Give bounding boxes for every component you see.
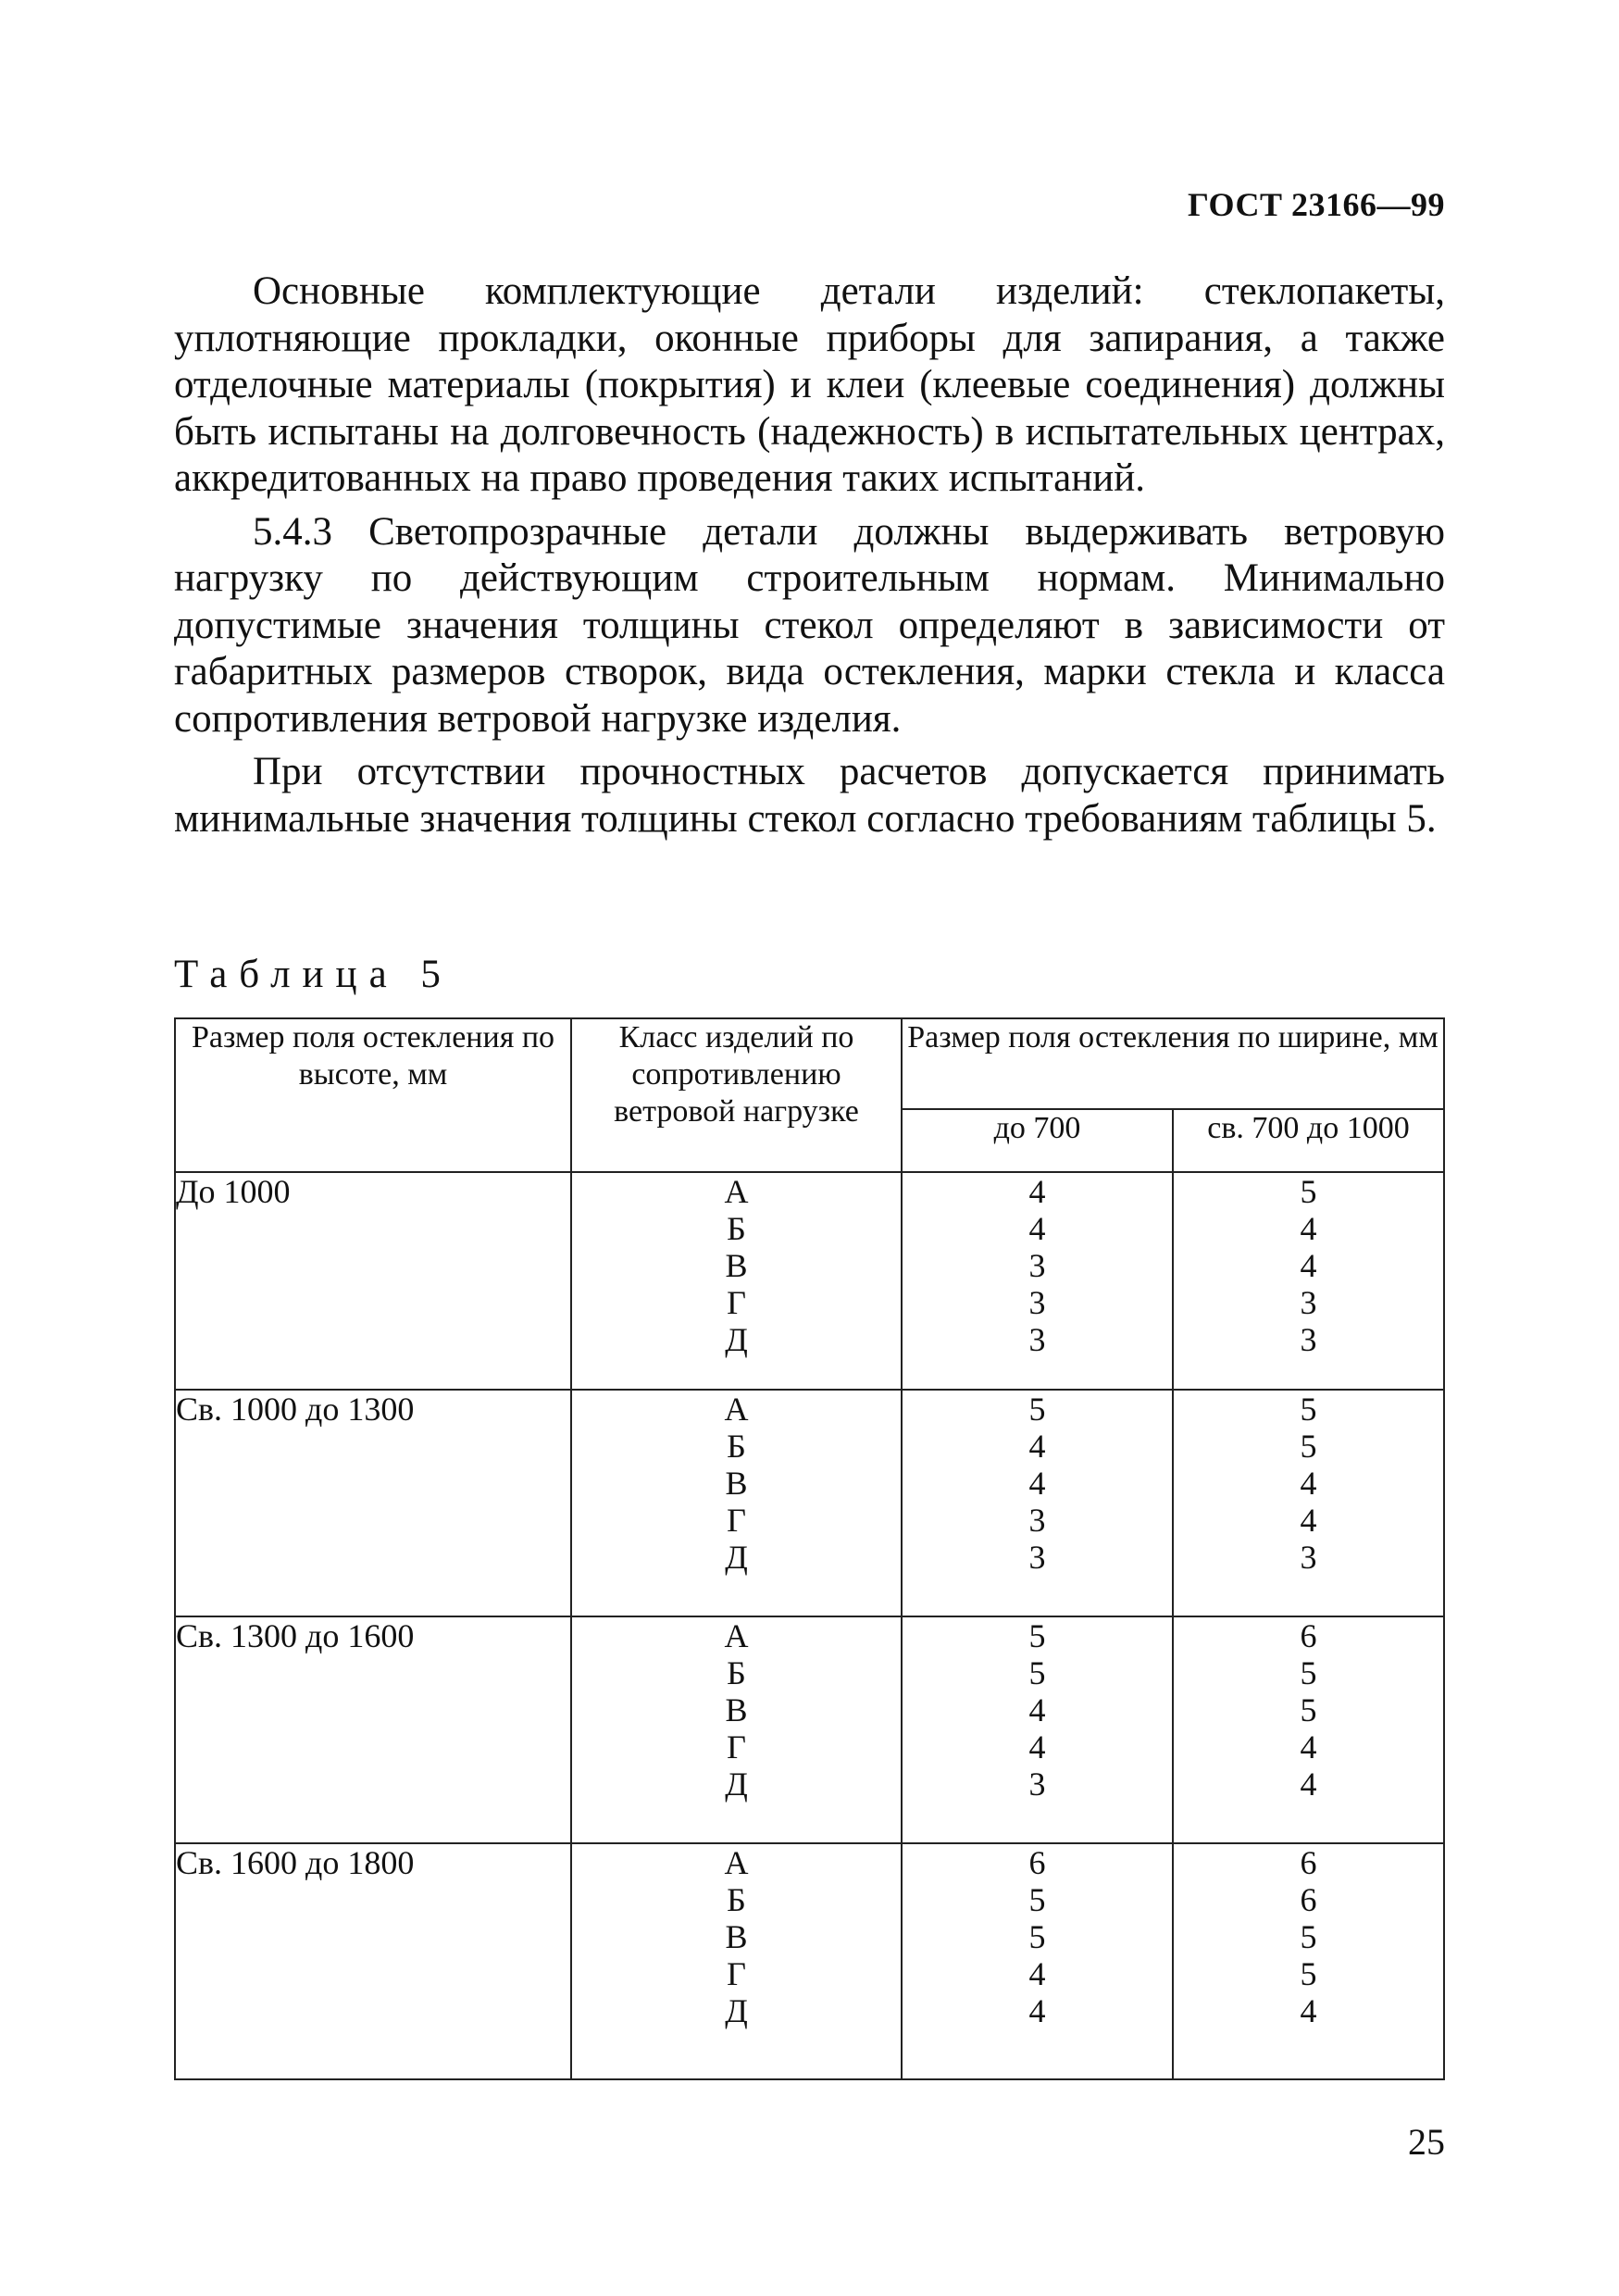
thickness-value: 4 <box>1028 1465 1046 1502</box>
class-value: Б <box>727 1210 746 1247</box>
height-range-cell: Св. 1000 до 1300 <box>175 1390 571 1616</box>
width-1000-cell <box>1173 1390 1444 1616</box>
class-value: В <box>725 1918 748 1955</box>
thickness-value: 4 <box>1300 1992 1317 2029</box>
thickness-value: 6 <box>1300 1881 1317 1918</box>
class-value: Г <box>727 1284 746 1321</box>
thickness-value: 5 <box>1300 1173 1317 1210</box>
header-width: Размер поля остекления по ширине, мм <box>902 1018 1444 1109</box>
class-value: Г <box>727 1728 746 1766</box>
height-range-cell: До 1000 <box>175 1172 571 1390</box>
thickness-value: 3 <box>1028 1502 1046 1539</box>
document-header: ГОСТ 23166—99 <box>1188 186 1445 223</box>
thickness-value: 5 <box>1028 1391 1046 1428</box>
thickness-value: 4 <box>1300 1210 1317 1247</box>
height-range-cell: Св. 1600 до 1800 <box>175 1843 571 2079</box>
thickness-value: 5 <box>1300 1955 1317 1992</box>
thickness-value: 4 <box>1028 1992 1046 2029</box>
width-1000-cell <box>1173 1172 1444 1390</box>
class-value: Д <box>725 1766 748 1803</box>
thickness-value: 6 <box>1300 1844 1317 1881</box>
width-1000-cell <box>1173 1843 1444 2079</box>
thickness-value: 4 <box>1028 1210 1046 1247</box>
thickness-value: 3 <box>1028 1321 1046 1358</box>
page-number: 25 <box>1408 2121 1445 2163</box>
class-value: А <box>724 1617 749 1654</box>
thickness-value: 5 <box>1028 1654 1046 1691</box>
table-row <box>175 1172 1444 1390</box>
class-value: Б <box>727 1428 746 1465</box>
thickness-value: 3 <box>1300 1321 1317 1358</box>
thickness-value: 5 <box>1028 1918 1046 1955</box>
paragraph: Основные комплектующие детали изделий: стеклопакеты, уплотняющие прокладки, оконные приборы для запирания, а также отделочные материалы (покрытия) и клеи (клеевые соединения) должны быть испытаны на долговечность (надежность) в испытательных центрах, аккредитованных на право проведения таких испытаний. <box>174 269 1445 500</box>
class-value: А <box>724 1391 749 1428</box>
thickness-value: 5 <box>1300 1918 1317 1955</box>
body-text <box>174 268 1445 842</box>
class-value: В <box>725 1247 748 1284</box>
thickness-value: 4 <box>1028 1173 1046 1210</box>
header-width-700: до 700 <box>902 1109 1173 1172</box>
thickness-value: 4 <box>1028 1728 1046 1766</box>
header-height: Размер поля остекления по высоте, мм <box>175 1018 571 1172</box>
class-cell <box>571 1390 902 1616</box>
thickness-value: 4 <box>1028 1955 1046 1992</box>
class-value: А <box>724 1173 749 1210</box>
table-row <box>175 1616 1444 1843</box>
paragraph: При отсутствии прочностных расчетов допускается принимать минимальные значения толщины стекол согласно требованиям таблицы 5. <box>174 750 1445 841</box>
class-value: Б <box>727 1881 746 1918</box>
thickness-value: 4 <box>1300 1465 1317 1502</box>
thickness-value: 3 <box>1028 1247 1046 1284</box>
thickness-value: 4 <box>1300 1766 1317 1803</box>
thickness-value: 5 <box>1300 1391 1317 1428</box>
thickness-value: 3 <box>1028 1539 1046 1576</box>
thickness-value: 4 <box>1028 1691 1046 1728</box>
table-caption: Таблица 5 <box>174 953 453 996</box>
height-range-cell: Св. 1300 до 1600 <box>175 1616 571 1843</box>
thickness-value: 5 <box>1300 1654 1317 1691</box>
thickness-value: 5 <box>1300 1691 1317 1728</box>
table-row <box>175 1843 1444 2079</box>
width-700-cell <box>902 1390 1173 1616</box>
thickness-value: 5 <box>1028 1617 1046 1654</box>
class-value: Д <box>725 1321 748 1358</box>
class-value: В <box>725 1465 748 1502</box>
width-700-cell <box>902 1172 1173 1390</box>
glass-thickness-table <box>174 1017 1445 2080</box>
class-value: Б <box>727 1654 746 1691</box>
thickness-value: 6 <box>1300 1617 1317 1654</box>
class-value: Г <box>727 1955 746 1992</box>
thickness-value: 4 <box>1028 1428 1046 1465</box>
thickness-value: 6 <box>1028 1844 1046 1881</box>
thickness-value: 4 <box>1300 1728 1317 1766</box>
width-700-cell <box>902 1616 1173 1843</box>
class-cell <box>571 1616 902 1843</box>
class-cell <box>571 1172 902 1390</box>
class-cell <box>571 1843 902 2079</box>
header-class: Класс изделий по сопротивлению ветровой нагрузке <box>571 1018 902 1172</box>
width-1000-cell <box>1173 1616 1444 1843</box>
thickness-value: 3 <box>1300 1284 1317 1321</box>
thickness-value: 3 <box>1300 1539 1317 1576</box>
class-value: Д <box>725 1992 748 2029</box>
width-700-cell <box>902 1843 1173 2079</box>
thickness-value: 4 <box>1300 1247 1317 1284</box>
class-value: Д <box>725 1539 748 1576</box>
thickness-value: 3 <box>1028 1766 1046 1803</box>
class-value: А <box>724 1844 749 1881</box>
class-value: В <box>725 1691 748 1728</box>
thickness-value: 5 <box>1300 1428 1317 1465</box>
thickness-value: 5 <box>1028 1881 1046 1918</box>
paragraph: 5.4.3 Светопрозрачные детали должны выдерживать ветровую нагрузку по действующим строительным нормам. Минимально допустимые значения толщины стекол определяют в зависимости от габаритных размеров створок, вида остекления, марки стекла и класса сопротивления ветровой нагрузке изделия. <box>174 509 1445 741</box>
header-width-1000: св. 700 до 1000 <box>1173 1109 1444 1172</box>
thickness-value: 3 <box>1028 1284 1046 1321</box>
thickness-value: 4 <box>1300 1502 1317 1539</box>
table-row <box>175 1390 1444 1616</box>
class-value: Г <box>727 1502 746 1539</box>
